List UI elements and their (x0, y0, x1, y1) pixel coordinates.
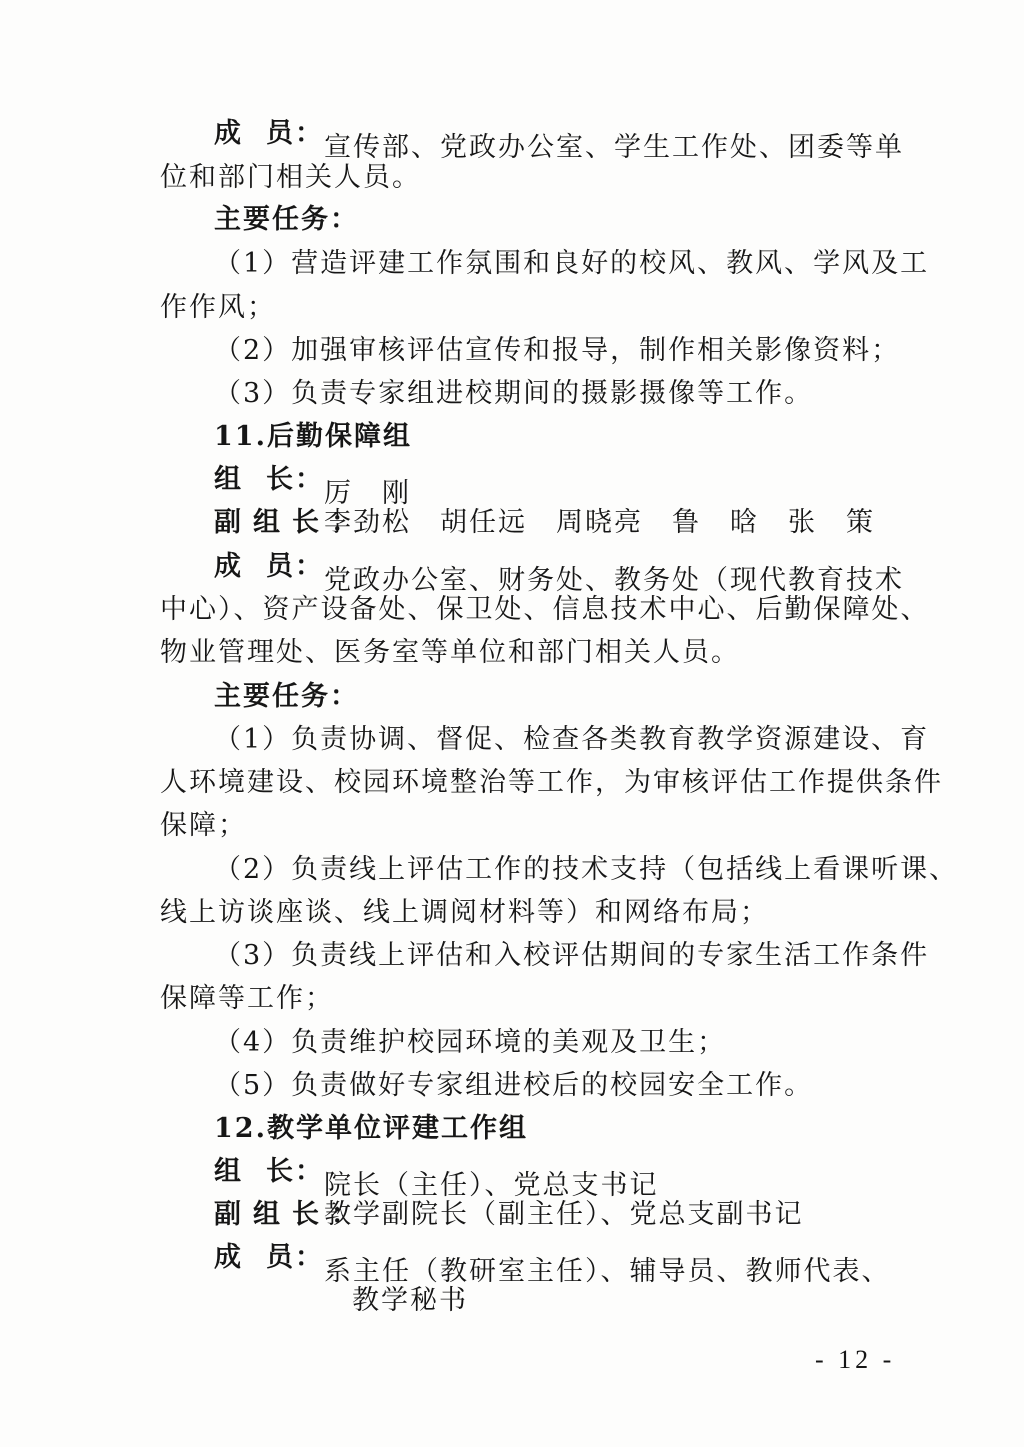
label-char: 员： (266, 1242, 324, 1273)
text-line: 物业管理处、医务室等单位和部门相关人员。 (160, 637, 740, 668)
members-text: 党政办公室、财务处、教务处（现代教育技术 (324, 565, 904, 596)
text-line: （1）负责协调、督促、检查各类教育教学资源建设、育 (214, 724, 930, 755)
text-line: 保障； (160, 810, 247, 841)
text-line: （3）负责专家组进校期间的摄影摄像等工作。 (214, 378, 814, 409)
deputy-line (214, 501, 944, 545)
text-line: 作作风； (160, 292, 276, 323)
leader-text: 院长（主任）、党总支书记 (324, 1170, 659, 1201)
section-heading: 12.教学单位评建工作组 (214, 1113, 528, 1144)
text-line: （2）负责线上评估工作的技术支持（包括线上看课听课、 (214, 854, 959, 885)
deputy-label: 副组长： (214, 507, 370, 538)
label-char: 员： (266, 118, 324, 149)
section-heading: 11.后勤保障组 (214, 421, 412, 452)
section-heading: 主要任务： (214, 681, 359, 712)
text-line: （3）负责线上评估和入校评估期间的专家生活工作条件 (214, 940, 930, 971)
leader-text: 厉 刚 (324, 478, 411, 509)
members-text: 宣传部、党政办公室、学生工作处、团委等单 (324, 132, 904, 163)
text-line: 教学秘书 (352, 1285, 468, 1316)
members-text: 系主任（教研室主任）、辅导员、教师代表、 (324, 1256, 891, 1287)
text-line: 人环境建设、校园环境整治等工作，为审核评估工作提供条件 (160, 767, 943, 798)
text-line: 线上访谈座谈、线上调阅材料等）和网络布局； (160, 897, 769, 928)
page-number: - 12 - (815, 1345, 896, 1374)
deputy-line (214, 1193, 944, 1237)
text-line: 保障等工作； (160, 983, 334, 1014)
label-char: 员： (266, 551, 324, 582)
text-line: （1）营造评建工作氛围和良好的校风、教风、学风及工 (214, 248, 930, 279)
label-char: 长： (266, 1156, 324, 1187)
deputy-label: 副组长： (214, 1199, 370, 1230)
text-line: 位和部门相关人员。 (160, 162, 421, 193)
text-line: （4）负责维护校园环境的美观及卫生； (214, 1027, 727, 1058)
text-line: 中心）、资产设备处、保卫处、信息技术中心、后勤保障处、 (160, 594, 930, 625)
text-line: （5）负责做好专家组进校后的校园安全工作。 (214, 1070, 814, 1101)
label-char: 组 (214, 464, 243, 495)
label-char: 长： (266, 464, 324, 495)
text-line: （2）加强审核评估宣传和报导，制作相关影像资料； (214, 335, 901, 366)
label-char: 成 (214, 118, 243, 149)
label-char: 成 (214, 1242, 243, 1273)
deputy-text: 李劲松 胡任远 周晓亮 鲁 晗 张 策 (324, 507, 875, 538)
deputy-text: 教学副院长（副主任）、党总支副书记 (324, 1199, 804, 1230)
label-char: 成 (214, 551, 243, 582)
label-char: 组 (214, 1156, 243, 1187)
section-heading: 主要任务： (214, 204, 359, 235)
